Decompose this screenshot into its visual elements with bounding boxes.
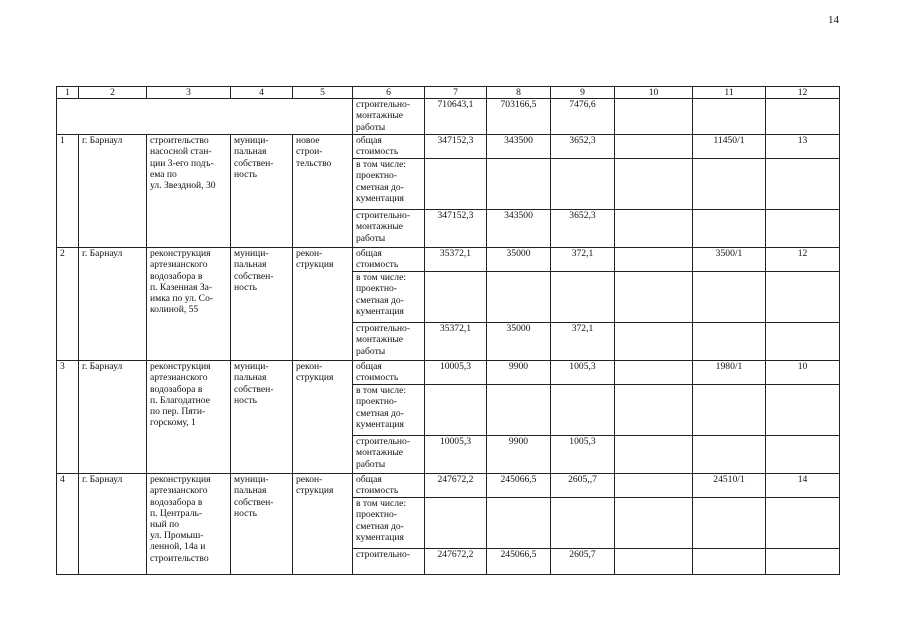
cell-line: рекон-	[296, 474, 323, 486]
empty-cell	[693, 323, 766, 361]
cell-line: сметная до-	[356, 520, 404, 532]
cell-line: ул. Звездной, 30	[150, 180, 216, 192]
header-row	[57, 87, 840, 99]
empty-cell	[693, 210, 766, 248]
cell-line: строи-	[296, 146, 323, 158]
cell-line: кументация	[356, 531, 404, 543]
empty-cell	[425, 385, 487, 436]
cell-line: в том числе:	[356, 159, 407, 171]
cell-line: строительно-	[356, 323, 411, 335]
header-cell: 7	[425, 87, 487, 99]
header-cell: 2	[79, 87, 147, 99]
cell-line: ема по	[150, 168, 177, 180]
cell-line: пальная	[234, 372, 267, 384]
cell-line: имка по ул. Со-	[150, 293, 214, 305]
header-cell: 12	[766, 87, 840, 99]
cell-line: собствен-	[234, 496, 274, 508]
cell-line: сметная до-	[356, 181, 404, 193]
city-cell: г. Барнаул	[79, 361, 147, 474]
empty-cell	[615, 385, 693, 436]
carry-blank	[57, 99, 353, 135]
cell-line: работы	[356, 121, 386, 133]
smr-value: 9900	[487, 436, 551, 474]
empty-cell	[766, 159, 840, 210]
cell-line: стоимость	[356, 146, 399, 158]
cell-line: в том числе:	[356, 272, 407, 284]
page-number: 14	[828, 14, 839, 26]
cell-line: сметная до-	[356, 407, 404, 419]
ownership-cell	[231, 248, 293, 361]
cell-line: кументация	[356, 192, 404, 204]
table-body	[57, 87, 840, 575]
cell-line: новое	[296, 135, 320, 147]
header-cell: 6	[353, 87, 425, 99]
empty-cell	[766, 549, 840, 575]
sublabel-incl	[353, 385, 425, 436]
total-value: 9900	[487, 361, 551, 385]
sublabel-smr	[353, 436, 425, 474]
empty-cell	[425, 272, 487, 323]
sublabel-smr: строительно-	[353, 549, 425, 575]
row-number: 1	[57, 135, 79, 248]
empty-cell	[487, 498, 551, 549]
cell-line: колиной, 55	[150, 304, 199, 316]
cell-line: сметная до-	[356, 294, 404, 306]
row-number: 2	[57, 248, 79, 361]
cell-line: артезианского	[150, 372, 208, 384]
cell-line: проектно-	[356, 509, 397, 521]
cell-line: муници-	[234, 474, 269, 486]
empty-cell	[766, 385, 840, 436]
carry-value: 710643,1	[425, 99, 487, 135]
empty-cell	[766, 272, 840, 323]
total-value: 2605,,7	[551, 474, 615, 498]
cell-line: монтажные	[356, 221, 404, 233]
cell-line: стоимость	[356, 485, 399, 497]
col11-cell: 24510/1	[693, 474, 766, 498]
cell-line: общая	[356, 474, 382, 486]
empty-cell	[615, 436, 693, 474]
row-number: 3	[57, 361, 79, 474]
empty-cell	[766, 436, 840, 474]
cell-line: муници-	[234, 248, 269, 260]
header-cell: 9	[551, 87, 615, 99]
cell-line: общая	[356, 361, 382, 373]
cell-line: монтажные	[356, 110, 404, 122]
sublabel-smr	[353, 210, 425, 248]
cell-line: строительно-	[356, 436, 411, 448]
cell-line: строительство	[150, 135, 209, 147]
cell-line: п. Централь-	[150, 507, 203, 519]
sublabel-total	[353, 248, 425, 272]
sublabel-incl	[353, 498, 425, 549]
smr-value: 343500	[487, 210, 551, 248]
cell-line: проектно-	[356, 396, 397, 408]
smr-value: 1005,3	[551, 436, 615, 474]
empty-cell	[615, 210, 693, 248]
total-value: 247672,2	[425, 474, 487, 498]
empty-cell	[487, 159, 551, 210]
work-type-cell	[293, 361, 353, 474]
table-row	[57, 474, 840, 498]
table-row	[57, 135, 840, 159]
cell-line: пальная	[234, 259, 267, 271]
empty-cell	[615, 248, 693, 272]
cell-line: тельство	[296, 157, 332, 169]
total-value: 245066,5	[487, 474, 551, 498]
empty-cell	[693, 436, 766, 474]
smr-value: 35372,1	[425, 323, 487, 361]
cell-line: работы	[356, 458, 386, 470]
cell-line: водозабора в	[150, 270, 203, 282]
cell-line: струкция	[296, 485, 334, 497]
smr-value: 247672,2	[425, 549, 487, 575]
cell-line: реконструкция	[150, 474, 211, 486]
cell-line: общая	[356, 248, 382, 260]
ownership-cell	[231, 474, 293, 575]
investment-table	[56, 86, 840, 575]
header-cell: 10	[615, 87, 693, 99]
city-cell: г. Барнаул	[79, 135, 147, 248]
cell-line: ность	[234, 281, 257, 293]
empty-cell	[425, 159, 487, 210]
sublabel-smr	[353, 323, 425, 361]
header-cell: 11	[693, 87, 766, 99]
total-value: 35000	[487, 248, 551, 272]
total-value: 372,1	[551, 248, 615, 272]
smr-value: 347152,3	[425, 210, 487, 248]
cell-line: п. Благодатное	[150, 394, 210, 406]
table-row	[57, 361, 840, 385]
city-cell: г. Барнаул	[79, 248, 147, 361]
empty-cell	[693, 272, 766, 323]
col11-cell: 3500/1	[693, 248, 766, 272]
col12-cell: 14	[766, 474, 840, 498]
empty-cell	[766, 498, 840, 549]
cell-line: в том числе:	[356, 498, 407, 510]
cell-line: строительство	[150, 552, 209, 564]
empty-cell	[615, 323, 693, 361]
carry-value: 703166,5	[487, 99, 551, 135]
object-cell	[147, 135, 231, 248]
cell-line: ул. Промыш-	[150, 530, 204, 542]
cell-line: реконструкция	[150, 361, 211, 373]
empty-cell	[551, 498, 615, 549]
cell-line: ленной, 14а и	[150, 541, 206, 553]
total-value: 3652,3	[551, 135, 615, 159]
cell-line: водозабора в	[150, 383, 203, 395]
empty-cell	[615, 498, 693, 549]
carry-row	[57, 99, 840, 135]
cell-line: артезианского	[150, 485, 208, 497]
cell-line: ции 3-его подъ-	[150, 157, 214, 169]
row-number: 4	[57, 474, 79, 575]
object-cell	[147, 474, 231, 575]
sublabel-incl	[353, 159, 425, 210]
smr-value: 372,1	[551, 323, 615, 361]
smr-value: 35000	[487, 323, 551, 361]
cell-line: общая	[356, 135, 382, 147]
cell-line: муници-	[234, 135, 269, 147]
cell-line: строительно-	[356, 99, 411, 111]
sublabel-incl	[353, 272, 425, 323]
empty-cell	[425, 498, 487, 549]
carry-label	[353, 99, 425, 135]
sublabel-total	[353, 135, 425, 159]
empty-cell	[615, 272, 693, 323]
sublabel-total	[353, 474, 425, 498]
city-cell: г. Барнаул	[79, 474, 147, 575]
cell-line: стоимость	[356, 372, 399, 384]
cell-line: реконструкция	[150, 248, 211, 260]
cell-line: кументация	[356, 305, 404, 317]
cell-line: насосной стан-	[150, 146, 212, 158]
total-value: 10005,3	[425, 361, 487, 385]
cell-line: п. Казенная За-	[150, 281, 213, 293]
smr-value: 245066,5	[487, 549, 551, 575]
cell-line: проектно-	[356, 170, 397, 182]
header-cell: 3	[147, 87, 231, 99]
empty-cell	[693, 99, 766, 135]
header-cell: 1	[57, 87, 79, 99]
ownership-cell	[231, 135, 293, 248]
empty-cell	[551, 159, 615, 210]
empty-cell	[551, 272, 615, 323]
table-row	[57, 248, 840, 272]
cell-line: кументация	[356, 418, 404, 430]
total-value: 343500	[487, 135, 551, 159]
empty-cell	[615, 99, 693, 135]
empty-cell	[766, 323, 840, 361]
cell-line: пальная	[234, 146, 267, 158]
cell-line: пальная	[234, 485, 267, 497]
empty-cell	[693, 385, 766, 436]
cell-line: ный по	[150, 519, 180, 531]
empty-cell	[615, 159, 693, 210]
empty-cell	[615, 361, 693, 385]
cell-line: муници-	[234, 361, 269, 373]
cell-line: проектно-	[356, 283, 397, 295]
col11-cell: 1980/1	[693, 361, 766, 385]
work-type-cell	[293, 135, 353, 248]
cell-line: работы	[356, 232, 386, 244]
empty-cell	[766, 210, 840, 248]
cell-line: стоимость	[356, 259, 399, 271]
cell-line: рекон-	[296, 361, 323, 373]
cell-line: собствен-	[234, 270, 274, 282]
cell-line: в том числе:	[356, 385, 407, 397]
empty-cell	[693, 549, 766, 575]
cell-line: работы	[356, 345, 386, 357]
col12-cell: 12	[766, 248, 840, 272]
empty-cell	[487, 272, 551, 323]
smr-value: 2605,7	[551, 549, 615, 575]
sublabel-total	[353, 361, 425, 385]
smr-value: 10005,3	[425, 436, 487, 474]
cell-line: строительно-	[356, 210, 411, 222]
empty-cell	[766, 99, 840, 135]
total-value: 1005,3	[551, 361, 615, 385]
smr-value: 3652,3	[551, 210, 615, 248]
total-value: 347152,3	[425, 135, 487, 159]
ownership-cell	[231, 361, 293, 474]
total-value: 35372,1	[425, 248, 487, 272]
empty-cell	[487, 385, 551, 436]
carry-value: 7476,6	[551, 99, 615, 135]
cell-line: монтажные	[356, 447, 404, 459]
cell-line: струкция	[296, 259, 334, 271]
cell-line: по пер. Пяти-	[150, 406, 206, 418]
empty-cell	[693, 498, 766, 549]
cell-line: собствен-	[234, 383, 274, 395]
empty-cell	[615, 549, 693, 575]
header-cell: 4	[231, 87, 293, 99]
object-cell	[147, 248, 231, 361]
col12-cell: 13	[766, 135, 840, 159]
empty-cell	[551, 385, 615, 436]
cell-line: ность	[234, 507, 257, 519]
cell-line: водозабора в	[150, 496, 203, 508]
header-cell: 5	[293, 87, 353, 99]
empty-cell	[615, 135, 693, 159]
cell-line: рекон-	[296, 248, 323, 260]
col12-cell: 10	[766, 361, 840, 385]
empty-cell	[615, 474, 693, 498]
cell-line: струкция	[296, 372, 334, 384]
work-type-cell	[293, 474, 353, 575]
work-type-cell	[293, 248, 353, 361]
empty-cell	[693, 159, 766, 210]
cell-line: ность	[234, 168, 257, 180]
cell-line: собствен-	[234, 157, 274, 169]
cell-line: горскому, 1	[150, 417, 196, 429]
cell-line: артезианского	[150, 259, 208, 271]
cell-line: ность	[234, 394, 257, 406]
object-cell	[147, 361, 231, 474]
cell-line: монтажные	[356, 334, 404, 346]
header-cell: 8	[487, 87, 551, 99]
col11-cell: 11450/1	[693, 135, 766, 159]
